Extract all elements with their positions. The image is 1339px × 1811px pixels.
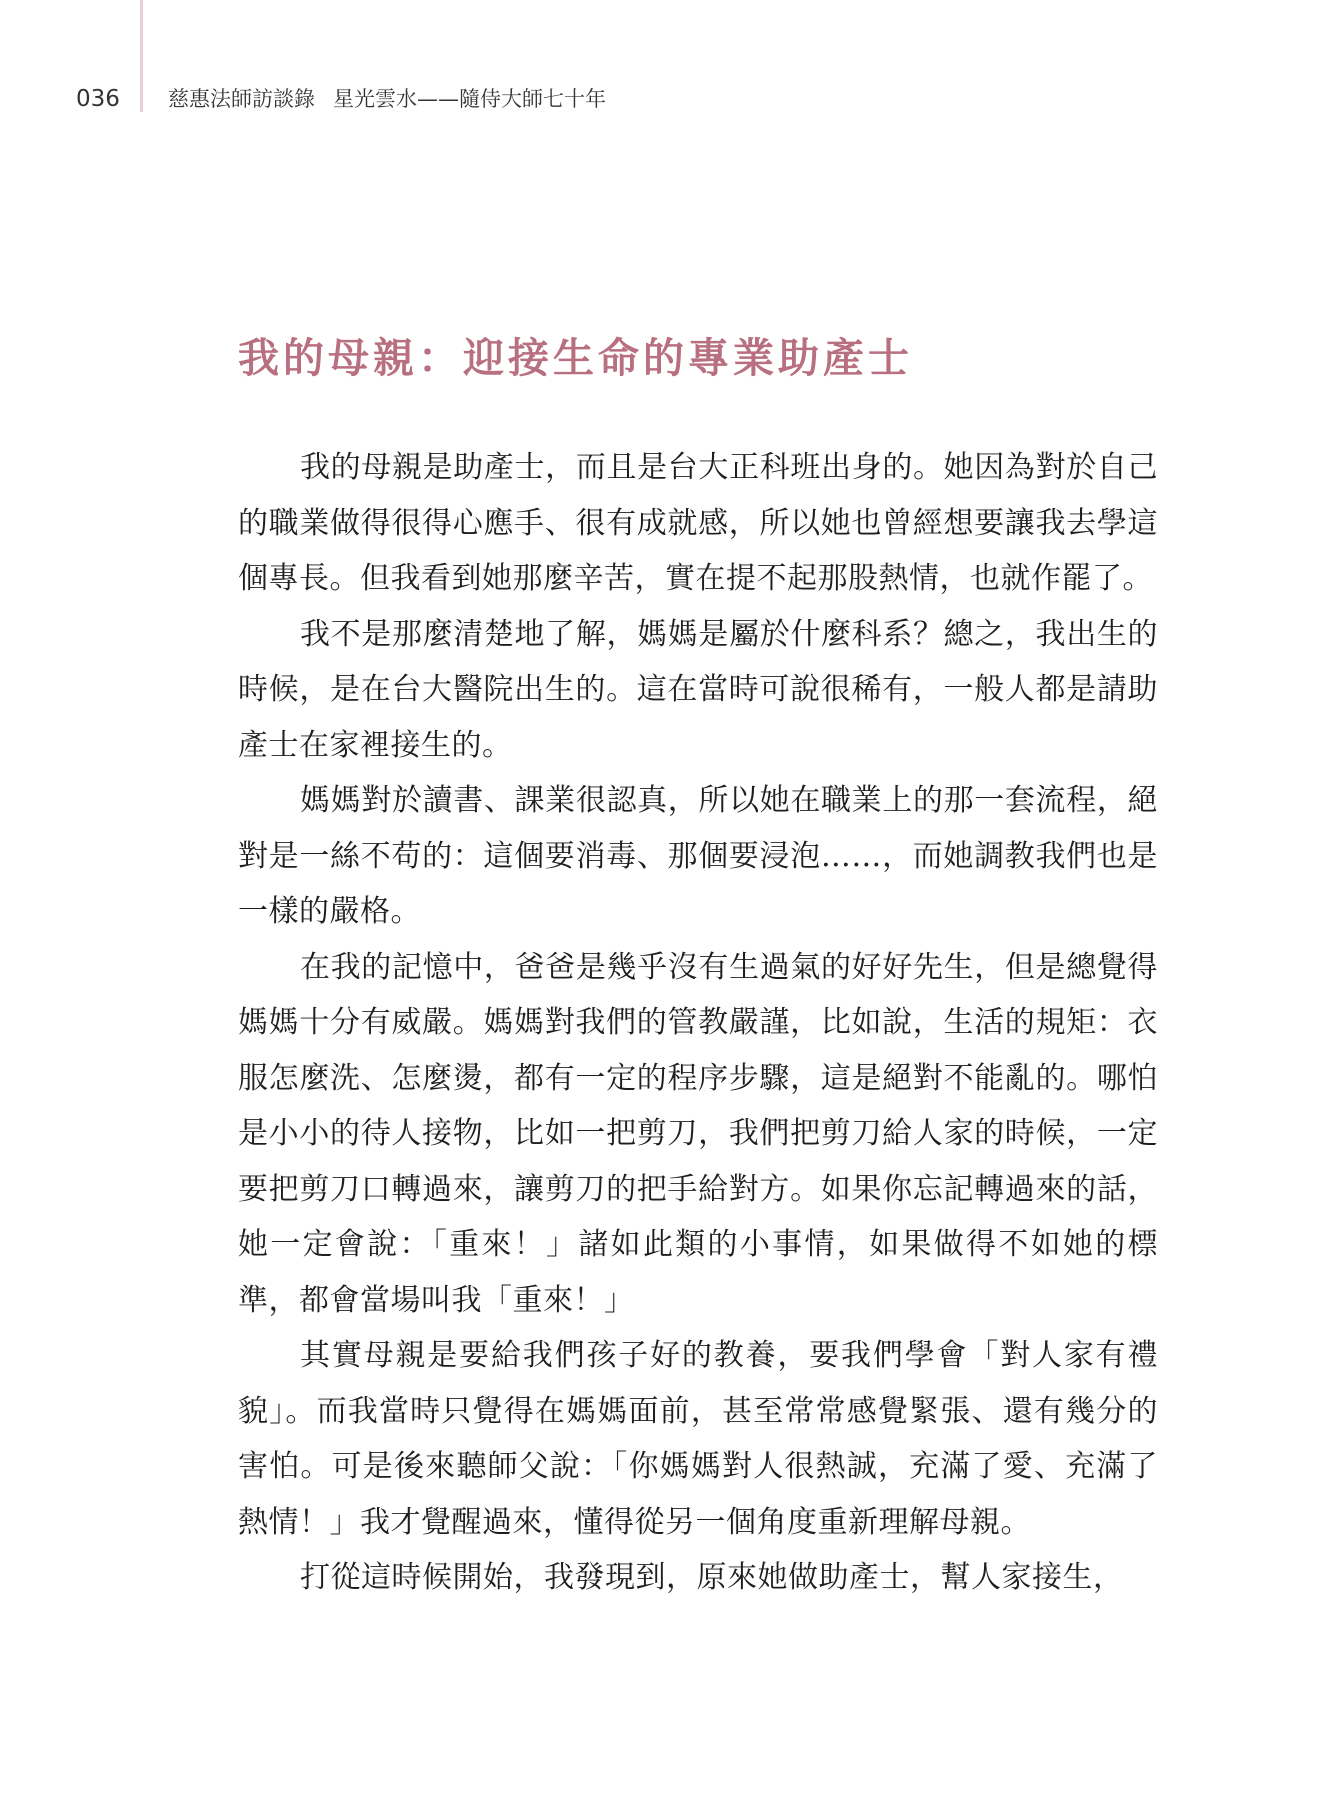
page-number: 036 [76, 86, 120, 112]
paragraph: 我的母親是助產士，而且是台大正科班出身的。她因為對於自己的職業做得很得心應手、很有成就感，所以她也曾經想要讓我去學這個專長。但我看到她那麼辛苦，實在提不起那股熱情，也就作罷了。 [238, 450, 1158, 596]
book-subtitle: 星光雲水——隨侍大師七十年 [333, 87, 606, 111]
section-title: 我的母親：迎接生命的專業助產士 [238, 334, 913, 382]
paragraph: 在我的記憶中，爸爸是幾乎沒有生過氣的好好先生，但是總覺得媽媽十分有威嚴。媽媽對我們的管教嚴謹，比如說，生活的規矩：衣服怎麼洗、怎麼燙，都有一定的程序步驟，這是絕對不能亂的。哪怕是小小的待人接物，比如一把剪刀，我們把剪刀給人家的時候，一定要把剪刀口轉過來，讓剪刀的把手給對方。如果你忘記轉過來的話，她一定會說：「重來！」諸如此類的小事情，如果做得不如她的標準，都會當場叫我「重來！」 [238, 949, 1158, 1318]
paragraph: 媽媽對於讀書、課業很認真，所以她在職業上的那一套流程，絕對是一絲不苟的：這個要消毒、那個要浸泡……，而她調教我們也是一樣的嚴格。 [238, 783, 1158, 929]
paragraph: 其實母親是要給我們孩子好的教養，要我們學會「對人家有禮貌」。而我當時只覺得在媽媽面前，甚至常常感覺緊張、還有幾分的害怕。可是後來聽師父說：「你媽媽對人很熱誠，充滿了愛、充滿了熱情！」我才覺醒過來，懂得從另一個角度重新理解母親。 [238, 1338, 1158, 1540]
paragraph: 我不是那麼清楚地了解，媽媽是屬於什麼科系？總之，我出生的時候，是在台大醫院出生的。這在當時可說很稀有，一般人都是請助產士在家裡接生的。 [238, 616, 1158, 763]
paragraph: 打從這時候開始，我發現到，原來她做助產士，幫人家接生， [300, 1560, 1124, 1595]
book-title: 慈惠法師訪談錄 [168, 87, 315, 111]
running-header [168, 84, 606, 114]
margin-rule [140, 0, 143, 112]
body-text [238, 440, 1158, 1606]
